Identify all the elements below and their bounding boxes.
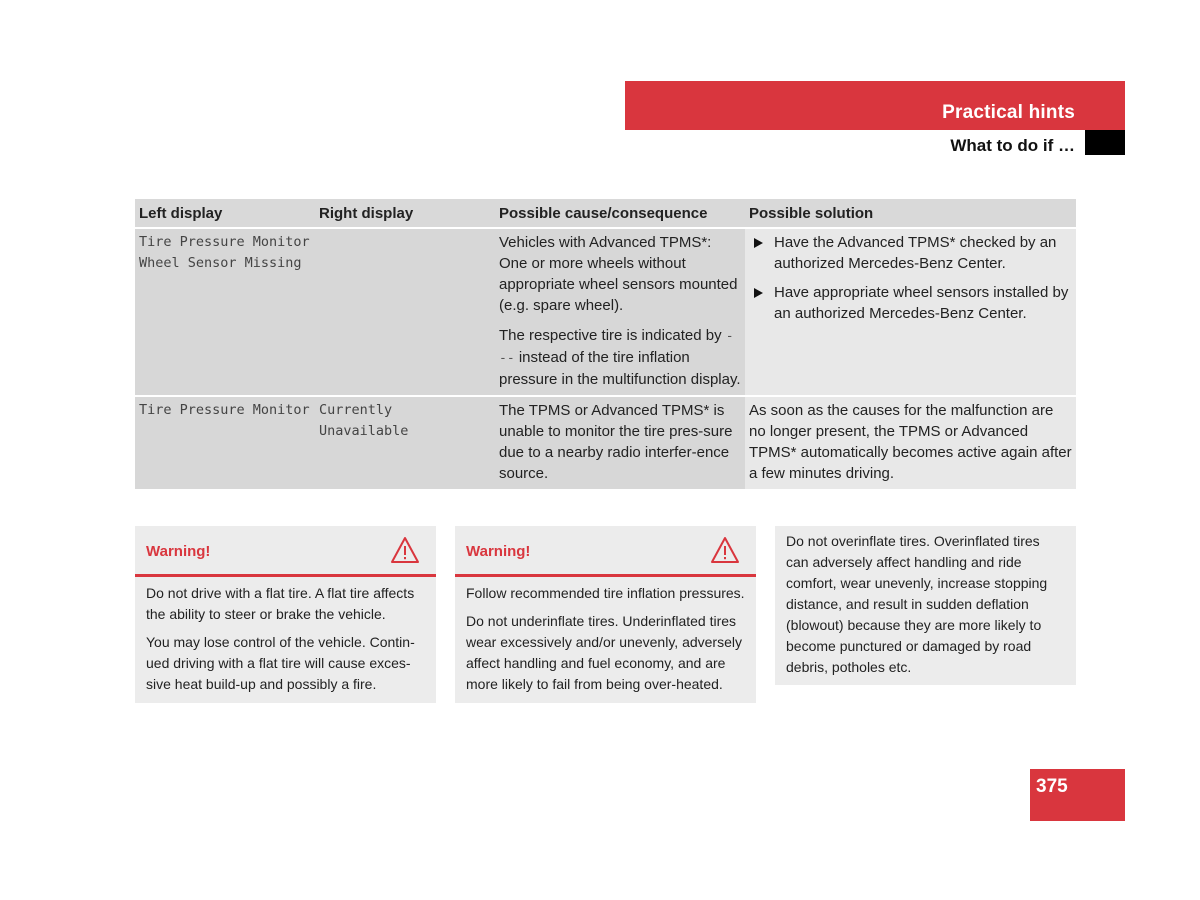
bullet-arrow-icon	[754, 238, 763, 248]
solution-cell	[745, 228, 1076, 396]
warning-box	[455, 526, 756, 703]
dashes-indicator: ---	[499, 329, 734, 366]
right-display-message: Currently Unavailable	[319, 402, 409, 439]
cause-paragraph: The TPMS or Advanced TPMS* is unable to monitor the tire pres-sure due to a nearby radio interfer-ence source.	[499, 402, 733, 482]
cause-text: instead of the tire inflation pressure in the multifunction display.	[499, 349, 741, 388]
warning-paragraph: Follow recommended tire inflation pressures.	[466, 585, 745, 601]
warning-header	[455, 526, 756, 577]
column-header-right-display: Right display	[315, 199, 495, 228]
warning-header	[135, 526, 436, 577]
cause-cell	[495, 396, 745, 489]
left-display-cell	[135, 396, 315, 489]
warning-label: Warning!	[146, 543, 211, 560]
warning-paragraph: You may lose control of the vehicle. Contin-ued driving with a flat tire will cause exces-sive heat build-up and possibly a fire.	[146, 634, 415, 692]
solution-cell	[745, 396, 1076, 489]
subsection-title: What to do if …	[950, 136, 1075, 155]
column-header-left-display: Left display	[135, 199, 315, 228]
left-display-message: Tire Pressure Monitor Wheel Sensor Missing	[139, 234, 310, 271]
solution-text: Have the Advanced TPMS* checked by an authorized Mercedes-Benz Center.	[774, 234, 1057, 272]
note-text: Do not overinflate tires. Overinflated tires can adversely affect handling and ride comfort, wear unevenly, increase stopping distance, and result in sudden deflation (blowout) because they are more likely to become punctured or damaged by road debris, potholes etc.	[786, 533, 1048, 675]
warning-paragraph: Do not underinflate tires. Underinflated tires wear excessively and/or unevenly, adversely affect handling and fuel economy, and are more likely to fail from being over-heated.	[466, 613, 742, 692]
warning-label: Warning!	[466, 543, 531, 560]
table-row	[135, 228, 1076, 396]
warning-body	[455, 577, 756, 703]
solution-text: As soon as the causes for the malfunction are no longer present, the TPMS or Advanced TPMS* automatically becomes active again after a few minutes driving.	[749, 402, 1072, 482]
cause-text: The respective tire is indicated by	[499, 327, 726, 344]
page-number-badge	[1030, 769, 1125, 821]
list-item	[749, 232, 1072, 274]
warning-triangle-icon	[390, 536, 420, 564]
list-item	[749, 282, 1072, 324]
display-messages-table	[135, 199, 1076, 489]
column-header-solution: Possible solution	[745, 199, 1076, 228]
note-box	[775, 526, 1076, 685]
solution-text: Have appropriate wheel sensors installed by an authorized Mercedes-Benz Center.	[774, 284, 1069, 322]
solution-list	[749, 232, 1072, 324]
table-row	[135, 396, 1076, 489]
left-display-message: Tire Pressure Monitor	[139, 402, 310, 418]
warning-triangle-icon	[710, 536, 740, 564]
column-header-cause: Possible cause/consequence	[495, 199, 745, 228]
section-tab-marker	[1085, 130, 1125, 155]
note-body	[775, 526, 1076, 685]
right-display-cell	[315, 228, 495, 396]
table-header-row	[135, 199, 1076, 228]
cause-cell	[495, 228, 745, 396]
warning-paragraph: Do not drive with a flat tire. A flat tire affects the ability to steer or brake the vehicle.	[146, 585, 415, 622]
right-display-cell	[315, 396, 495, 489]
cause-paragraph	[499, 325, 741, 390]
bullet-arrow-icon	[754, 288, 763, 298]
section-banner	[625, 81, 1125, 130]
warning-body	[135, 577, 436, 703]
page-number: 375	[1036, 776, 1068, 797]
section-title: Practical hints	[942, 102, 1075, 123]
warning-box	[135, 526, 436, 703]
left-display-cell	[135, 228, 315, 396]
cause-paragraph: Vehicles with Advanced TPMS*: One or more wheels without appropriate wheel sensors mounted (e.g. spare wheel).	[499, 234, 738, 314]
